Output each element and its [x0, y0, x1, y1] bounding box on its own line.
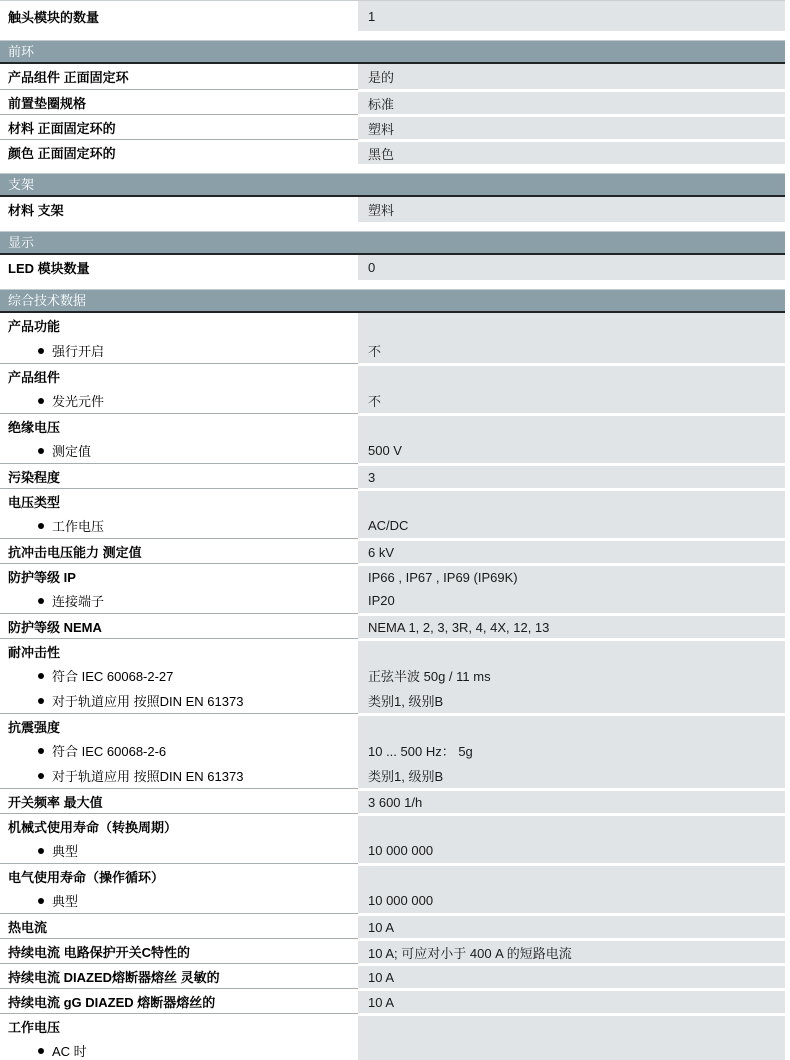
spec-row [0, 313, 785, 338]
row-label-text: 抗冲击电压能力 测定值 [8, 544, 142, 560]
row-value [358, 963, 785, 988]
row-value [358, 588, 785, 613]
spec-row [0, 0, 785, 31]
bullet-icon [38, 898, 44, 904]
row-value-text: 标准 [368, 96, 395, 112]
row-value [358, 413, 785, 438]
row-label-text: 产品功能 [8, 319, 61, 334]
row-label [0, 638, 358, 663]
row-label [0, 788, 358, 813]
row-label-text: 开关频率 最大值 [8, 794, 103, 810]
row-value [358, 1038, 785, 1060]
row-label [0, 938, 358, 963]
row-value-text: 10 A; 可应对小于 400 A 的短路电流 [368, 945, 572, 961]
spec-row [0, 64, 785, 89]
row-value-text: 3 600 1/h [368, 794, 423, 810]
row-value [358, 488, 785, 513]
row-value-text: 是的 [368, 70, 395, 85]
row-value-text: 500 V [368, 443, 402, 458]
spec-row [0, 488, 785, 513]
row-label-text: 持续电流 DIAZED熔断器熔丝 灵敏的 [8, 969, 220, 985]
row-label [0, 413, 358, 438]
spec-row [0, 838, 785, 863]
row-label [0, 888, 358, 913]
spec-row [0, 413, 785, 438]
row-label-text: 污染程度 [8, 469, 61, 485]
row-value-text: AC/DC [368, 518, 409, 533]
row-value [358, 813, 785, 838]
row-label [0, 488, 358, 513]
section-header [0, 40, 785, 64]
section-title: 前环 [8, 44, 35, 59]
row-value-text: 塑料 [368, 121, 395, 137]
spec-row [0, 888, 785, 913]
spec-row [0, 938, 785, 963]
row-value-text: 0 [368, 260, 376, 275]
spec-row [0, 197, 785, 222]
section [0, 0, 785, 31]
spec-row [0, 463, 785, 488]
spec-row [0, 713, 785, 738]
spec-row [0, 513, 785, 538]
spec-row [0, 563, 785, 588]
bullet-icon [38, 348, 44, 354]
row-label [0, 313, 358, 338]
row-value-text: 塑料 [368, 203, 395, 218]
row-value-text: NEMA 1, 2, 3, 3R, 4, 4X, 12, 13 [368, 619, 550, 635]
bullet-icon [38, 698, 44, 704]
row-value [358, 338, 785, 363]
section [0, 231, 785, 280]
row-label-text: 前置垫圈规格 [8, 95, 87, 111]
row-label [0, 713, 358, 738]
row-label-text: 机械式使用寿命（转换周期） [8, 819, 178, 835]
row-label-text: 绝缘电压 [8, 419, 61, 435]
row-value [358, 988, 785, 1013]
row-value [358, 788, 785, 813]
bullet-icon [38, 598, 44, 604]
row-value-text: 类别1, 级别B [368, 694, 444, 709]
row-label [0, 338, 358, 363]
row-value-text: 10 000 000 [368, 843, 434, 858]
row-value [358, 438, 785, 463]
section-title: 显示 [8, 235, 35, 250]
spec-row [0, 863, 785, 888]
row-label-text: 防护等级 IP [8, 569, 76, 585]
row-value [358, 913, 785, 938]
row-label-text: LED 模块数量 [8, 261, 90, 276]
row-value-text: 10 ... 500 Hz： 5g [368, 744, 473, 759]
row-label-text: 工作电压 [52, 519, 105, 534]
row-label-text: AC 时 [52, 1044, 87, 1059]
row-label [0, 1038, 358, 1060]
row-label-text: 产品组件 [8, 369, 61, 385]
row-label [0, 89, 358, 114]
row-label [0, 813, 358, 838]
row-label [0, 114, 358, 139]
row-label-text: 连接端子 [52, 594, 105, 609]
row-label [0, 763, 358, 788]
spec-row [0, 438, 785, 463]
spec-row [0, 1038, 785, 1060]
row-value [358, 463, 785, 488]
row-value [358, 863, 785, 888]
row-value [358, 139, 785, 164]
bullet-icon [38, 398, 44, 404]
section-title: 综合技术数据 [8, 293, 87, 308]
row-value-text: 10 A [368, 969, 395, 985]
spec-row [0, 338, 785, 363]
row-label [0, 663, 358, 688]
row-value [358, 388, 785, 413]
bullet-icon [38, 673, 44, 679]
row-label [0, 1, 358, 31]
section [0, 289, 785, 1060]
spec-row [0, 763, 785, 788]
bullet-icon [38, 523, 44, 529]
row-value-text: 正弦半波 50g / 11 ms [368, 669, 491, 684]
row-label [0, 838, 358, 863]
row-value [358, 513, 785, 538]
row-label-text: 颜色 正面固定环的 [8, 145, 116, 161]
section-header [0, 289, 785, 313]
row-value [358, 89, 785, 114]
row-value [358, 64, 785, 89]
row-label [0, 963, 358, 988]
row-value-text: 6 kV [368, 544, 395, 560]
row-label [0, 913, 358, 938]
spec-row [0, 663, 785, 688]
spec-row [0, 388, 785, 413]
row-label [0, 738, 358, 763]
row-value-text: IP20 [368, 593, 395, 608]
spec-row [0, 913, 785, 938]
row-value-text: 10 A [368, 994, 395, 1010]
row-value-text: 10 A [368, 919, 395, 935]
row-value [358, 114, 785, 139]
row-value [358, 538, 785, 563]
row-label-text: 材料 支架 [8, 203, 64, 218]
bullet-icon [38, 748, 44, 754]
bullet-icon [38, 448, 44, 454]
row-label-text: 抗震强度 [8, 719, 61, 735]
row-value [358, 363, 785, 388]
row-label [0, 1013, 358, 1038]
spec-row [0, 255, 785, 280]
spec-row [0, 89, 785, 114]
spec-row [0, 688, 785, 713]
row-label-text: 强行开启 [52, 344, 105, 359]
row-value [358, 938, 785, 963]
row-label-text: 电压类型 [8, 494, 61, 510]
spec-row [0, 1013, 785, 1038]
spec-row [0, 963, 785, 988]
row-label [0, 139, 358, 164]
row-label [0, 64, 358, 89]
spec-row [0, 363, 785, 388]
row-label-text: 防护等级 NEMA [8, 619, 102, 635]
row-value [358, 663, 785, 688]
row-label-text: 符合 IEC 60068-2-6 [52, 744, 167, 759]
row-value [358, 763, 785, 788]
row-label-text: 对于轨道应用 按照DIN EN 61373 [52, 769, 244, 784]
row-value-text: 3 [368, 469, 376, 485]
row-value [358, 888, 785, 913]
spec-row [0, 114, 785, 139]
row-label-text: 产品组件 正面固定环 [8, 70, 129, 85]
row-value-text: 10 000 000 [368, 893, 434, 908]
bullet-icon [38, 848, 44, 854]
row-label-text: 热电流 [8, 919, 48, 935]
row-value-text: 1 [368, 8, 376, 24]
row-label-text: 材料 正面固定环的 [8, 120, 116, 136]
spec-row [0, 738, 785, 763]
row-value [358, 1013, 785, 1038]
section-title: 支架 [8, 177, 35, 192]
row-value [358, 1, 785, 31]
row-label [0, 613, 358, 638]
spec-row [0, 538, 785, 563]
row-label-text: 测定值 [52, 444, 92, 459]
row-value-text: 类别1, 级别B [368, 769, 444, 784]
section-header [0, 173, 785, 197]
row-label [0, 988, 358, 1013]
spec-row [0, 813, 785, 838]
row-label [0, 538, 358, 563]
row-label [0, 388, 358, 413]
row-label-text: 持续电流 电路保护开关C特性的 [8, 944, 191, 960]
row-label [0, 197, 358, 222]
bullet-icon [38, 773, 44, 779]
spec-row [0, 613, 785, 638]
row-label [0, 863, 358, 888]
spec-row [0, 788, 785, 813]
row-label-text: 持续电流 gG DIAZED 熔断器熔丝的 [8, 994, 216, 1010]
row-label-text: 触头模块的数量 [8, 9, 100, 25]
bullet-icon [38, 1048, 44, 1054]
spec-row [0, 139, 785, 164]
row-label-text: 电气使用寿命（操作循环） [8, 869, 165, 885]
row-label [0, 438, 358, 463]
row-value [358, 738, 785, 763]
row-label [0, 255, 358, 280]
row-label [0, 513, 358, 538]
section [0, 173, 785, 222]
row-value [358, 838, 785, 863]
row-value [358, 563, 785, 588]
row-label-text: 典型 [52, 844, 79, 859]
row-value [358, 638, 785, 663]
row-value [358, 197, 785, 222]
row-label [0, 588, 358, 613]
row-label-text: 耐冲击性 [8, 644, 61, 660]
row-value [358, 313, 785, 338]
row-label-text: 对于轨道应用 按照DIN EN 61373 [52, 694, 244, 709]
row-label [0, 463, 358, 488]
spec-row [0, 588, 785, 613]
row-value-text: 黑色 [368, 146, 395, 162]
row-value [358, 255, 785, 280]
row-value [358, 688, 785, 713]
row-label [0, 363, 358, 388]
row-value-text: 不 [368, 344, 382, 359]
row-value-text: 不 [368, 394, 382, 409]
section [0, 40, 785, 164]
section-header [0, 231, 785, 255]
spec-row [0, 638, 785, 663]
row-value [358, 613, 785, 638]
row-label-text: 工作电压 [8, 1019, 61, 1035]
row-label [0, 688, 358, 713]
row-value-text: IP66 , IP67 , IP69 (IP69K) [368, 569, 518, 585]
row-label-text: 发光元件 [52, 394, 105, 409]
row-label-text: 符合 IEC 60068-2-27 [52, 669, 174, 684]
row-label [0, 563, 358, 588]
spec-row [0, 988, 785, 1013]
row-label-text: 典型 [52, 894, 79, 909]
row-value [358, 713, 785, 738]
